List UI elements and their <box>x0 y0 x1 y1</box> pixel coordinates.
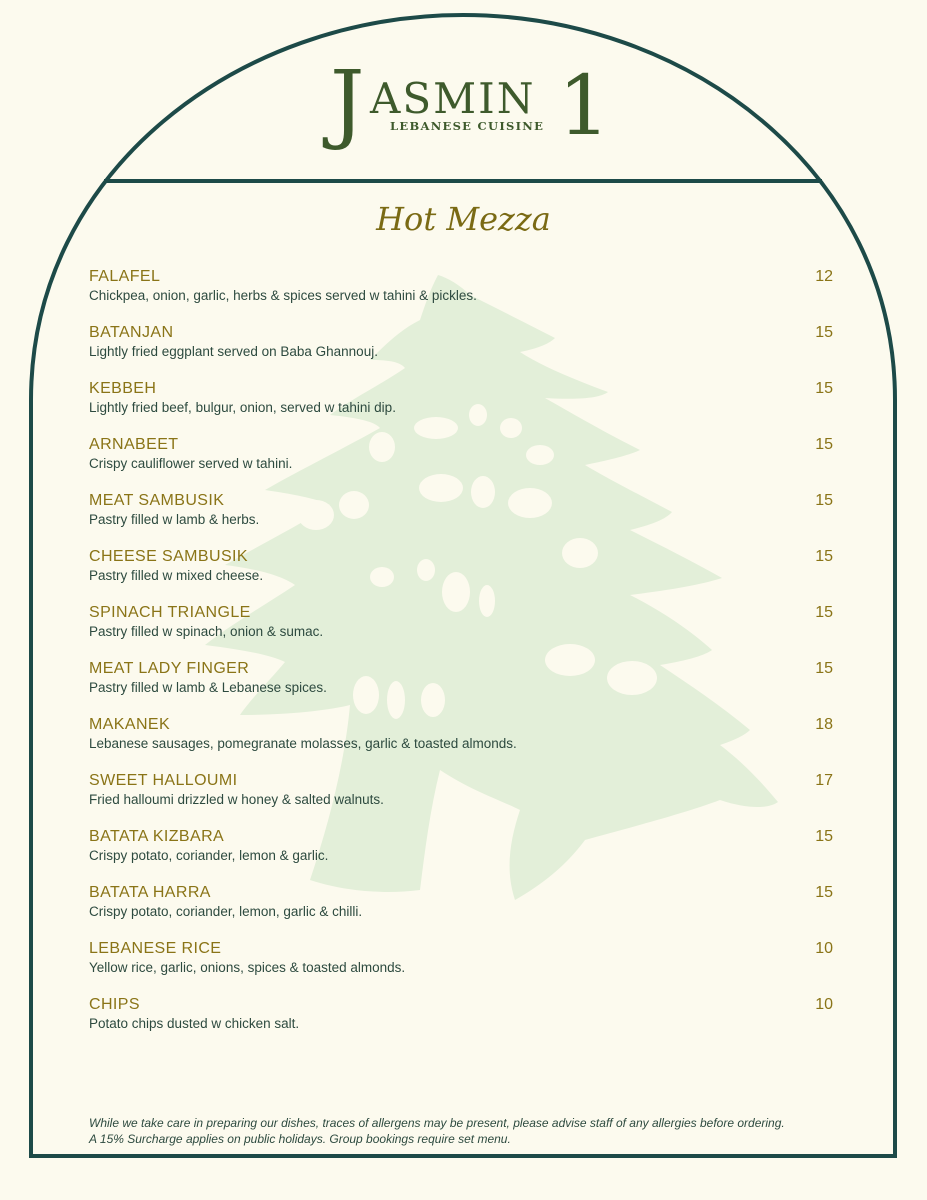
item-description: Crispy cauliflower served w tahini. <box>89 456 293 471</box>
item-description: Yellow rice, garlic, onions, spices & toasted almonds. <box>89 960 406 975</box>
item-price: 15 <box>815 324 833 341</box>
item-price: 15 <box>815 884 833 901</box>
item-name: MEAT SAMBUSIK <box>89 492 225 509</box>
logo-number: 1 <box>558 59 611 154</box>
logo-subtitle: LEBANESE CUISINE <box>390 119 545 133</box>
item-description: Pastry filled w lamb & herbs. <box>89 512 260 527</box>
logo-name: ASMIN <box>370 74 536 123</box>
item-description: Pastry filled w lamb & Lebanese spices. <box>89 680 327 695</box>
item-name: SWEET HALLOUMI <box>89 772 238 789</box>
item-description: Lightly fried eggplant served on Baba Ghannouj. <box>89 344 378 359</box>
menu-item <box>89 546 837 602</box>
item-description: Pastry filled w mixed cheese. <box>89 568 264 583</box>
menu-item <box>89 770 837 826</box>
menu-item <box>89 602 837 658</box>
item-description: Lebanese sausages, pomegranate molasses, garlic & toasted almonds. <box>89 736 517 751</box>
item-price: 15 <box>815 828 833 845</box>
item-name: BATATA KIZBARA <box>89 828 225 845</box>
item-name: MAKANEK <box>89 716 171 733</box>
item-price: 10 <box>815 940 833 957</box>
menu-item <box>89 882 837 938</box>
item-description: Crispy potato, coriander, lemon, garlic & chilli. <box>89 904 363 919</box>
item-price: 15 <box>815 548 833 565</box>
menu-item <box>89 938 837 994</box>
menu-item <box>89 714 837 770</box>
item-name: CHEESE SAMBUSIK <box>89 548 248 565</box>
item-name: ARNABEET <box>89 436 179 453</box>
item-price: 15 <box>815 604 833 621</box>
item-description: Fried halloumi drizzled w honey & salted walnuts. <box>89 792 384 807</box>
item-name: KEBBEH <box>89 380 157 397</box>
menu-list <box>89 266 837 1050</box>
item-name: SPINACH TRIANGLE <box>89 604 251 621</box>
item-description: Pastry filled w spinach, onion & sumac. <box>89 624 324 639</box>
item-price: 10 <box>815 996 833 1013</box>
item-name: CHIPS <box>89 996 140 1013</box>
item-price: 18 <box>815 716 833 733</box>
item-description: Crispy potato, coriander, lemon & garlic. <box>89 848 329 863</box>
item-price: 15 <box>815 492 833 509</box>
menu-item <box>89 322 837 378</box>
item-description: Chickpea, onion, garlic, herbs & spices served w tahini & pickles. <box>89 288 477 303</box>
menu-item <box>89 994 837 1050</box>
menu-item <box>89 266 837 322</box>
item-name: BATATA HARRA <box>89 884 211 901</box>
item-name: FALAFEL <box>89 268 161 285</box>
item-price: 17 <box>815 772 833 789</box>
item-price: 15 <box>815 660 833 677</box>
item-name: BATANJAN <box>89 324 174 341</box>
allergen-notice: While we take care in preparing our dishes, traces of allergens may be present, please advise staff of any allergies before ordering. <box>89 1116 785 1130</box>
brand-logo <box>330 53 611 162</box>
item-price: 15 <box>815 436 833 453</box>
menu-item <box>89 378 837 434</box>
menu-item <box>89 658 837 714</box>
surcharge-notice: A 15% Surcharge applies on public holidays. Group bookings require set menu. <box>89 1132 511 1146</box>
section-title: Hot Mezza <box>376 200 551 238</box>
menu-item <box>89 490 837 546</box>
item-name: LEBANESE RICE <box>89 940 222 957</box>
footer-notice <box>89 1115 849 1147</box>
logo-initial: J <box>330 53 365 153</box>
menu-item <box>89 434 837 490</box>
item-description: Potato chips dusted w chicken salt. <box>89 1016 300 1031</box>
menu-item <box>89 826 837 882</box>
item-price: 15 <box>815 380 833 397</box>
item-description: Lightly fried beef, bulgur, onion, served w tahini dip. <box>89 400 396 415</box>
item-price: 12 <box>815 268 833 285</box>
item-name: MEAT LADY FINGER <box>89 660 250 677</box>
